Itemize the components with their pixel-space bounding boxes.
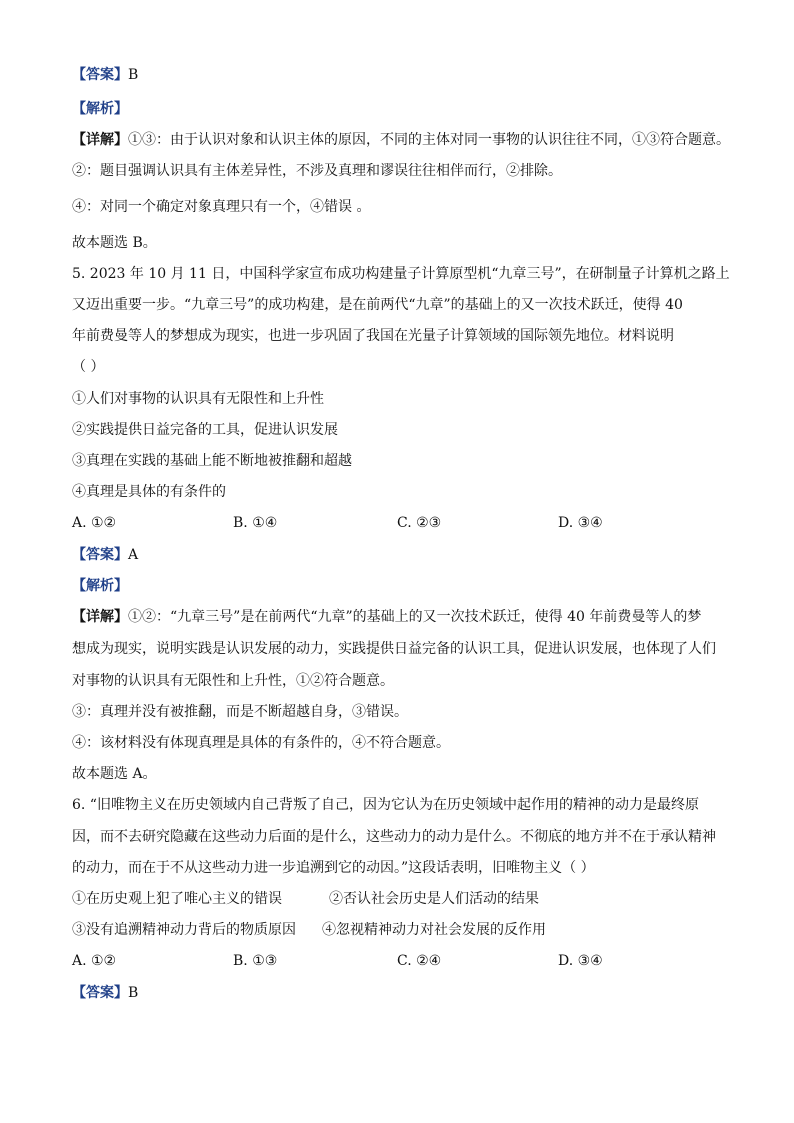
q6-option-a: A. ①②: [72, 953, 117, 969]
q5-detail-line: ③：真理并没有被推翻，而是不断超越自身，③错误。: [72, 704, 408, 720]
q5-statement: ②实践提供日益完备的工具，促进认识发展: [72, 422, 338, 438]
q5-statement: ④真理是具体的有条件的: [72, 484, 226, 500]
q5-analysis-label: 【解析】: [72, 578, 128, 594]
q6-option-d: D. ③④: [558, 953, 603, 969]
q5-statement: ①人们对事物的认识具有无限性和上升性: [72, 391, 324, 407]
q6-option-b: B. ①③: [233, 953, 278, 969]
detail-label: 【详解】: [72, 609, 128, 625]
answer-label: 【答案】: [72, 547, 128, 563]
q6-stem-line: 因，而不去研究隐藏在这些动力后面的是什么，这些动力的动力是什么。不彻底的地方并不在于承认精神: [72, 829, 716, 845]
q5-statement: ③真理在实践的基础上能不断地被推翻和超越: [72, 453, 352, 469]
q5-stem-line: 5. 2023 年 10 月 11 日，中国科学家宣布成功构建量子计算原型机“九章三号”，在研制量子计算机之路上: [72, 266, 730, 282]
q5-detail-line: 【详解】①②：“九章三号”是在前两代“九章”的基础上的又一次技术跃迁，使得 40 年前费曼等人的梦: [72, 609, 702, 625]
answer-label: 【答案】: [72, 67, 128, 83]
q4-answer: [72, 66, 138, 84]
q5-detail-line: 对事物的认识具有无限性和上升性，①②符合题意。: [72, 673, 394, 689]
q5-stem-line: 又迈出重要一步。“九章三号”的成功构建，是在前两代“九章”的基础上的又一次技术跃迁，使得 40: [72, 297, 683, 313]
q5-option-c: C. ②③: [397, 515, 442, 531]
q6-statement: ①在历史观上犯了唯心主义的错误: [72, 891, 282, 907]
q5-conclusion: 故本题选 A。: [72, 766, 157, 782]
q5-option-d: D. ③④: [558, 515, 603, 531]
q6-answer: [72, 984, 138, 1002]
detail-label: 【详解】: [72, 132, 128, 148]
q6-option-c: C. ②④: [397, 953, 442, 969]
q6-statement: ④忽视精神动力对社会发展的反作用: [322, 922, 546, 938]
q4-detail-line: 【详解】①③：由于认识对象和认识主体的原因，不同的主体对同一事物的认识往往不同，①③符合题意。: [72, 132, 730, 148]
q5-option-a: A. ①②: [72, 515, 117, 531]
q4-analysis-label: 【解析】: [72, 101, 128, 117]
answer-value: B: [128, 67, 139, 83]
q4-conclusion: 故本题选 B。: [72, 235, 157, 251]
answer-value: B: [128, 985, 139, 1001]
q4-detail-line: ④：对同一个确定对象真理只有一个，④错误 。: [72, 199, 371, 215]
q5-option-b: B. ①④: [233, 515, 278, 531]
q5-detail-line: 想成为现实，说明实践是认识发展的动力，实践提供日益完备的认识工具，促进认识发展，也体现了人们: [72, 641, 716, 657]
q6-stem-line: 6. “旧唯物主义在历史领域内自己背叛了自己，因为它认为在历史领域中起作用的精神的动力是最终原: [72, 797, 699, 813]
answer-value: A: [128, 547, 139, 563]
q4-detail-line: ②：题目强调认识具有主体差异性，不涉及真理和谬误往往相伴而行，②排除。: [72, 163, 562, 179]
q5-stem-line: 年前费曼等人的梦想成为现实，也进一步巩固了我国在光量子计算领域的国际领先地位。材料说明: [72, 328, 674, 344]
answer-label: 【答案】: [72, 985, 128, 1001]
q6-statement: ③没有追溯精神动力背后的物质原因: [72, 922, 296, 938]
q6-statement: ②否认社会历史是人们活动的结果: [329, 891, 539, 907]
q5-stem-line: （ ）: [72, 359, 105, 375]
q6-stem-line: 的动力，而在于不从这些动力进一步追溯到它的动因。”这段话表明，旧唯物主义（ ）: [72, 860, 595, 876]
q5-answer: [72, 546, 138, 564]
q5-detail-line: ④：该材料没有体现真理是具体的有条件的，④不符合题意。: [72, 735, 450, 751]
